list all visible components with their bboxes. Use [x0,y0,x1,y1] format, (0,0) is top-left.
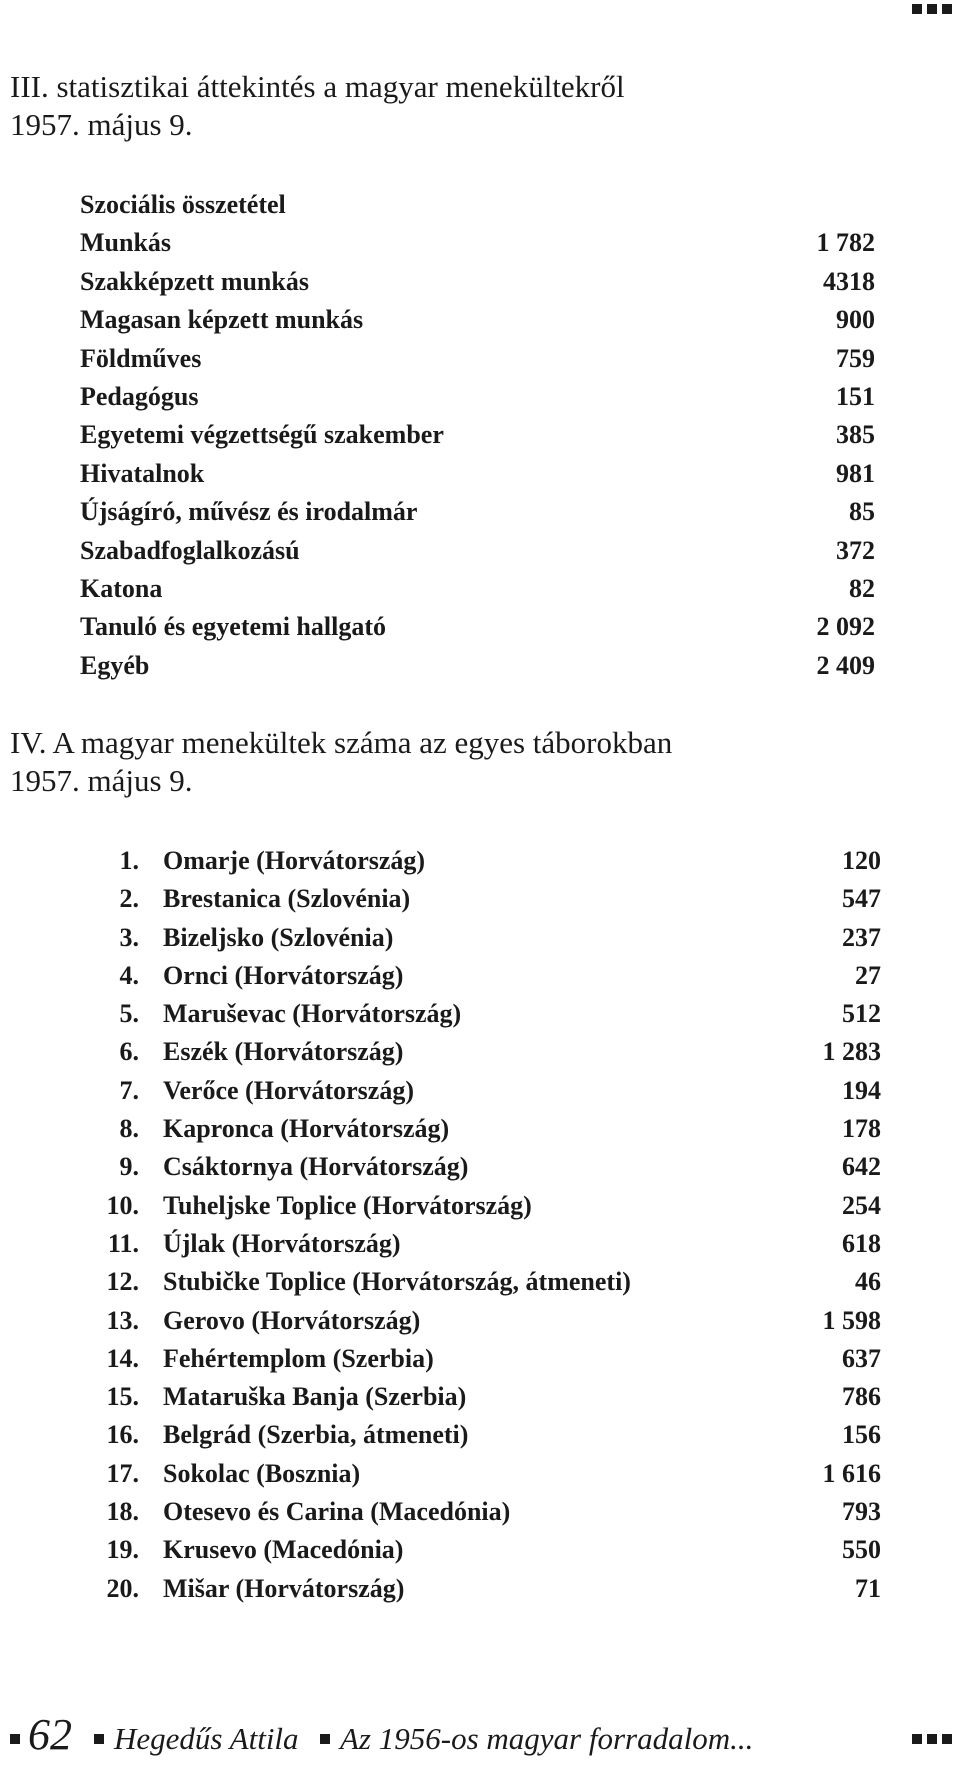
camp-count: 642 [842,1152,881,1182]
table-row [80,1531,881,1569]
row-number: 6. [119,1037,139,1067]
row-number: 18. [106,1497,139,1527]
row-label: Pedagógus [80,381,199,411]
social-composition-table [80,186,875,685]
table-row [80,608,875,646]
row-number: 5. [119,999,139,1029]
table-row [80,340,875,378]
row-value: 2 409 [816,650,875,680]
footer-squares-decoration [912,1734,952,1744]
camp-count: 1 283 [822,1037,881,1067]
social-composition-title: Szociális összetétel [80,190,286,219]
table-row [80,570,875,608]
camp-name: Csáktornya (Horvátország) [163,1152,469,1182]
camp-name: Gerovo (Horvátország) [163,1305,421,1335]
camp-count: 786 [842,1382,881,1412]
row-number: 19. [106,1535,139,1565]
row-label: Tanuló és egyetemi hallgató [80,612,386,642]
camp-count: 237 [842,922,881,952]
square-icon [942,4,952,14]
camp-name: Omarje (Horvátország) [163,846,426,875]
row-number: 3. [119,922,139,952]
camp-count: 547 [842,884,881,914]
camp-name: Otesevo és Carina (Macedónia) [163,1497,511,1527]
table-row [80,493,875,531]
camp-count: 1 616 [822,1458,881,1488]
square-icon [912,4,922,14]
table-row [80,1110,881,1148]
row-number: 8. [119,1114,139,1144]
table-row [80,1302,881,1340]
page-number: 62 [28,1710,72,1759]
camp-count: 254 [842,1190,881,1220]
camp-count: 178 [842,1114,881,1144]
section-3-heading [10,68,625,144]
camp-name: Tuheljske Toplice (Horvátország) [163,1190,532,1220]
camp-name: Brestanica (Szlovénia) [163,884,411,914]
camp-count: 618 [842,1228,881,1258]
section-4-heading [10,724,672,800]
row-label: Hivatalnok [80,458,205,488]
table-row [80,647,875,685]
camp-count: 27 [855,960,881,990]
camp-name: Mišar (Horvátország) [163,1573,405,1603]
square-icon [320,1734,330,1744]
table-row [80,957,881,995]
row-label: Újságíró, művész és irodalmár [80,497,418,527]
row-number: 12. [106,1267,139,1297]
camp-name: Újlak (Horvátország) [163,1228,401,1258]
row-value: 372 [836,535,875,565]
camp-count: 194 [842,1075,881,1105]
table-row [80,1493,881,1531]
social-composition-rows [80,224,875,685]
row-label: Szabadfoglalkozású [80,535,300,565]
row-value: 85 [849,497,875,527]
footer-book-title: Az 1956-os magyar forradalom... [340,1721,754,1756]
table-row [80,1570,881,1608]
row-label: Katona [80,573,163,603]
row-value: 151 [836,381,875,411]
camp-count: 793 [842,1497,881,1527]
camp-name: Krusevo (Macedónia) [163,1535,404,1565]
camp-name: Mataruška Banja (Szerbia) [163,1382,467,1412]
row-number: 16. [106,1420,139,1450]
camp-name: Eszék (Horvátország) [163,1037,404,1067]
row-number: 4. [119,960,139,990]
camp-name: Fehértemplom (Szerbia) [163,1343,434,1373]
square-icon [927,4,937,14]
row-number: 1. [119,846,139,875]
camp-count: 1 598 [822,1305,881,1335]
row-label: Egyéb [80,650,150,680]
table-row [80,880,881,918]
square-icon [942,1734,952,1744]
row-number: 7. [119,1075,139,1105]
camp-count: 71 [855,1573,881,1603]
row-number: 20. [106,1573,139,1603]
camp-name: Stubičke Toplice (Horvátország, átmeneti) [163,1267,631,1297]
row-number: 10. [106,1190,139,1220]
section-4-title: IV. A magyar menekültek száma az egyes táborokban [10,725,673,760]
row-value: 1 782 [816,228,875,258]
table-row [80,1225,881,1263]
row-value: 900 [836,305,875,335]
row-number: 13. [106,1305,139,1335]
table-row [80,263,875,301]
camp-count: 637 [842,1343,881,1373]
table-row [80,1033,881,1071]
row-value: 82 [849,573,875,603]
page-footer [0,1710,960,1760]
table-row [80,224,875,262]
section-3-date: 1957. május 9. [10,107,193,142]
table-row [80,455,875,493]
table-row [80,301,875,339]
row-value: 385 [836,420,875,450]
camps-table [80,842,881,1608]
camp-name: Kapronca (Horvátország) [163,1114,450,1144]
square-icon [927,1734,937,1744]
camp-count: 120 [842,846,881,875]
camp-count: 512 [842,999,881,1029]
row-number: 15. [106,1382,139,1412]
table-row [80,1340,881,1378]
table-row [80,416,875,454]
table-row [80,995,881,1033]
row-label: Magasan képzett munkás [80,305,364,335]
row-label: Egyetemi végzettségű szakember [80,420,444,450]
row-value: 759 [836,343,875,373]
row-number: 11. [107,1228,139,1258]
table-row [80,1148,881,1186]
camp-count: 46 [855,1267,881,1297]
row-label: Szakképzett munkás [80,266,309,296]
camp-name: Maruševac (Horvátország) [163,999,462,1029]
square-icon [10,1734,20,1744]
row-label: Földműves [80,343,202,373]
table-row [80,1072,881,1110]
row-value: 981 [836,458,875,488]
footer-author: Hegedűs Attila [114,1721,299,1756]
camp-count: 156 [842,1420,881,1450]
table-row [80,1378,881,1416]
camp-name: Sokolac (Bosznia) [163,1458,361,1488]
camps-rows [80,842,881,1608]
corner-squares-decoration [912,4,952,14]
table-row [80,1263,881,1301]
section-4-date: 1957. május 9. [10,763,193,798]
camp-name: Verőce (Horvátország) [163,1075,414,1105]
table-row [80,1455,881,1493]
camp-name: Bizeljsko (Szlovénia) [163,922,394,952]
row-number: 14. [106,1343,139,1373]
row-value: 2 092 [816,612,875,642]
row-value: 4318 [823,266,875,296]
camp-name: Ornci (Horvátország) [163,960,404,990]
table-row [80,919,881,957]
square-icon [912,1734,922,1744]
table-row [80,532,875,570]
row-number: 17. [106,1458,139,1488]
row-label: Munkás [80,228,172,258]
camp-name: Belgrád (Szerbia, átmeneti) [163,1420,469,1450]
table-row [80,842,881,880]
square-icon [94,1734,104,1744]
row-number: 9. [119,1152,139,1182]
section-3-title: III. statisztikai áttekintés a magyar menekültekről [10,69,625,104]
table-row [80,378,875,416]
table-row [80,1416,881,1454]
table-row [80,1187,881,1225]
row-number: 2. [119,884,139,914]
camp-count: 550 [842,1535,881,1565]
